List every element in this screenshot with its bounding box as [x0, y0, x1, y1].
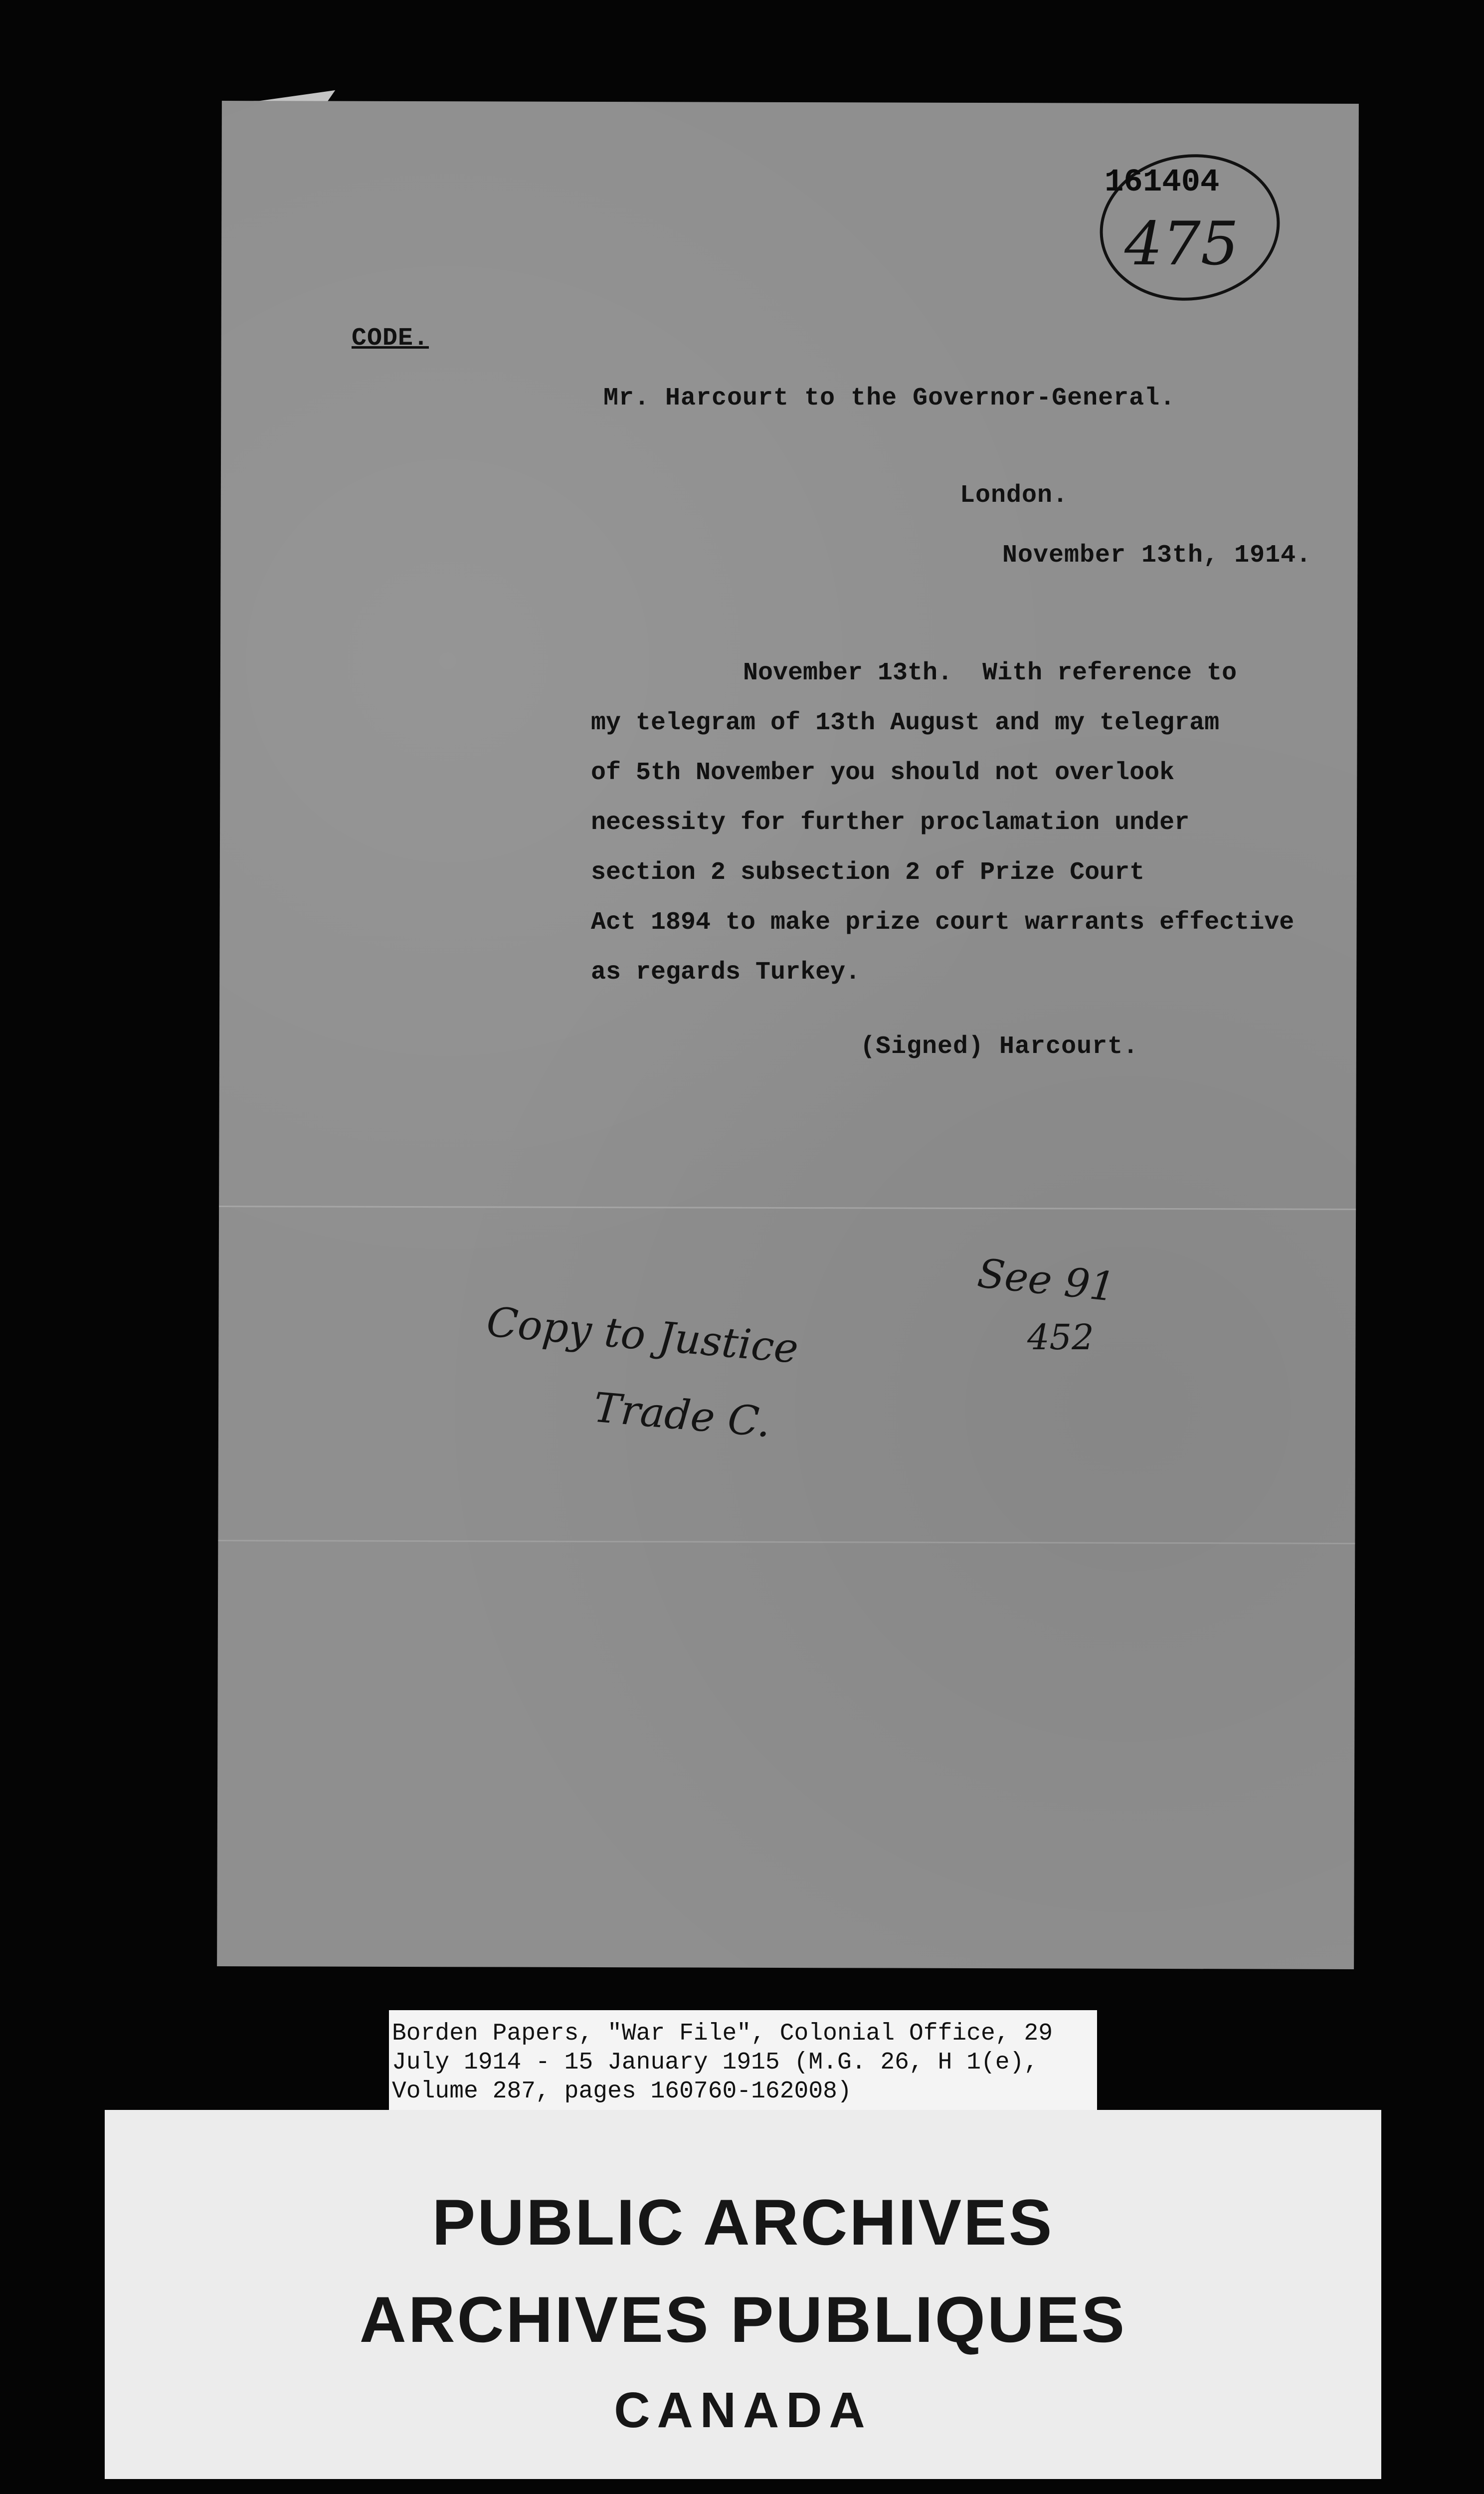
code-label: CODE. [352, 324, 429, 353]
body-line: as regards Turkey. [591, 958, 861, 987]
body-line: of 5th November you should not overlook [591, 759, 1175, 787]
handwritten-note-number: 452 [1027, 1317, 1094, 1358]
letter-heading: Mr. Harcourt to the Governor-General. [603, 384, 1176, 413]
archives-stamp [105, 2110, 1381, 2479]
stamp-line-3: CANADA [614, 2382, 872, 2438]
stamp-line-1: PUBLIC ARCHIVES [432, 2186, 1054, 2259]
body-line: my telegram of 13th August and my telegram [591, 709, 1220, 737]
letter-body [591, 648, 1294, 998]
document-number: 161404 [1105, 165, 1220, 201]
document-page [217, 101, 1359, 1969]
handwritten-note-copy: Copy to Justice [485, 1298, 800, 1373]
letter-date: November 13th, 1914. [1002, 541, 1312, 570]
body-line: Act 1894 to make prize court warrants effective [591, 908, 1295, 937]
handwritten-number: 475 [1124, 209, 1239, 279]
caption-line: Volume 287, pages 160760-162008) [392, 2078, 852, 2105]
archive-caption [389, 2010, 1097, 2110]
body-line: section 2 subsection 2 of Prize Court [591, 858, 1145, 887]
body-line: necessity for further proclamation under [591, 809, 1190, 837]
signature: (Signed) Harcourt. [860, 1033, 1139, 1061]
letter-place: London. [960, 481, 1069, 510]
handwritten-note-trade: Trade C. [591, 1384, 773, 1447]
body-line: November 13th. With reference to [743, 659, 1237, 687]
caption-line: July 1914 - 15 January 1915 (M.G. 26, H 1(e), [392, 2049, 1039, 2076]
caption-line: Borden Papers, "War File", Colonial Office, 29 [392, 2020, 1053, 2047]
handwritten-note-see: See 91 [975, 1249, 1117, 1311]
stamp-line-2: ARCHIVES PUBLIQUES [359, 2283, 1127, 2356]
